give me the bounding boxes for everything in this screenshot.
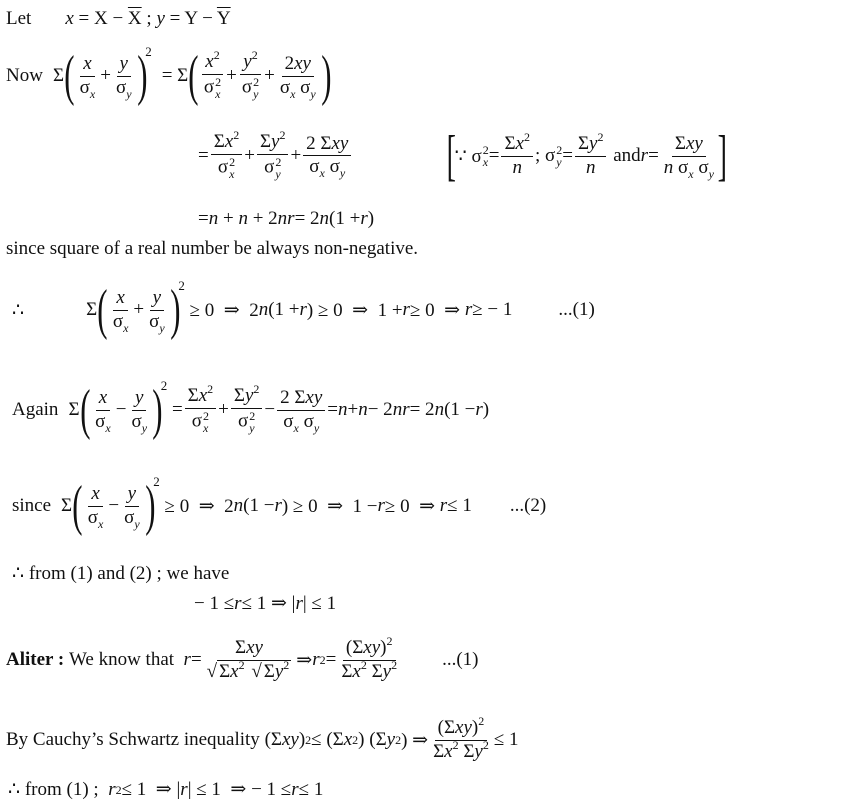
from-1-2: ∴ from (1) and (2) ; we have — [12, 563, 230, 584]
aliter-text: We know that — [68, 649, 175, 671]
final-line: ∴ from (1) ; r 2 ≤ 1 ⇒ | r | ≤ 1 ⇒ − 1 ≤ r ≤ 1 — [8, 778, 324, 800]
eq2-tag: ...(2) — [509, 495, 547, 516]
aliter-line: Aliter : We know that r = $\frac{\text{Σxy}}{√ \Sigma x^2 √ \Sigma y^2}$ ⇒ r 2 = $\frac{(\Sigma xy)^2}{\Sigma x^2 \Sigma y^2}$ ...(1) — [6, 634, 479, 682]
again-line: Again Σ ( $\frac{x}{\sigma_x}$ − $\frac{y}{\sigma_y}$ ) 2 = $\Sigma x^2$ σ 2 x + $\Sigma y^2$ σ 2 y − $\frac{\text{2 Σxy}}{\sigma_x \sigma_y}$ = n + n − 2 nr = 2 n (1 − r ) — [12, 378, 490, 441]
eq1-tag: ...(1) — [558, 299, 595, 320]
inequality-1: ∴ Σ ( $\frac{x}{\sigma_x}$ + $\frac{y}{\sigma_y}$ ) 2 ≥ 0 ⇒ 2 n (1 + r ) ≥ 0 ⇒ 1 + r ≥ 0 ⇒ r ≥ − 1 ...(1) — [12, 278, 595, 341]
since-label: since — [12, 495, 52, 516]
cauchy-text: By Cauchy’s Schwartz inequality — [6, 729, 260, 751]
now-label: Now — [6, 65, 43, 86]
aliter-tag: ...(1) — [442, 649, 479, 671]
simplified-line: = n + n + 2 nr = 2 n (1 + r ) — [198, 208, 375, 229]
bracket-note: [ ∵ σ 2 x = $\frac{\Sigma x^2}{n}$ ; σ 2 y = $\frac{\Sigma y^2}{n}$ and r = $\frac{\text{Σxy}}{n \sigma_x \sigma_y}$ ] — [446, 125, 727, 187]
again-label: Again — [12, 399, 59, 420]
sum-line: = $\Sigma x^2$ σ 2 x + $\Sigma y^2$ σ 2 y + $\frac{\text{2 Σxy}}{\sigma_x \sigma_y}$ — [198, 132, 353, 180]
definition-line: Let $x = X - \overline{X}$ ; $y = Y - \overline{Y}$ — [6, 8, 231, 29]
let-label: Let — [6, 8, 32, 29]
note-text: since square of a real number be always non-negative. — [6, 238, 419, 259]
result-line: − 1 ≤ r ≤ 1 ⇒ | r | ≤ 1 — [194, 592, 337, 614]
cauchy-line: By Cauchy’s Schwartz inequality (Σ xy ) 2 ≤ (Σ x 2 ) (Σ y 2 ) ⇒ $\frac{(\Sigma xy)^2}{\Sigma x^2 \Sigma y^2}$ ≤ 1 — [6, 714, 519, 762]
aliter-label: Aliter : — [6, 649, 65, 671]
final-label: ∴ from (1) ; — [8, 779, 99, 800]
inequality-2: since Σ ( $\frac{x}{\sigma_x}$ − $\frac{y}{\sigma_y}$ ) 2 ≥ 0 ⇒ 2 n (1 − r ) ≥ 0 ⇒ 1 − r ≥ 0 ⇒ r ≤ 1 ...(2) — [12, 474, 547, 537]
expansion-line: Now Σ ( $\frac{x}{\sigma_x}$ + $\frac{y}{\sigma_y}$ ) 2 = Σ ( $x^2$ σ 2 x + $y^2$ σ 2 y + $\frac{2xy}{\sigma_x \sigma_y}$ ) — [6, 44, 332, 107]
